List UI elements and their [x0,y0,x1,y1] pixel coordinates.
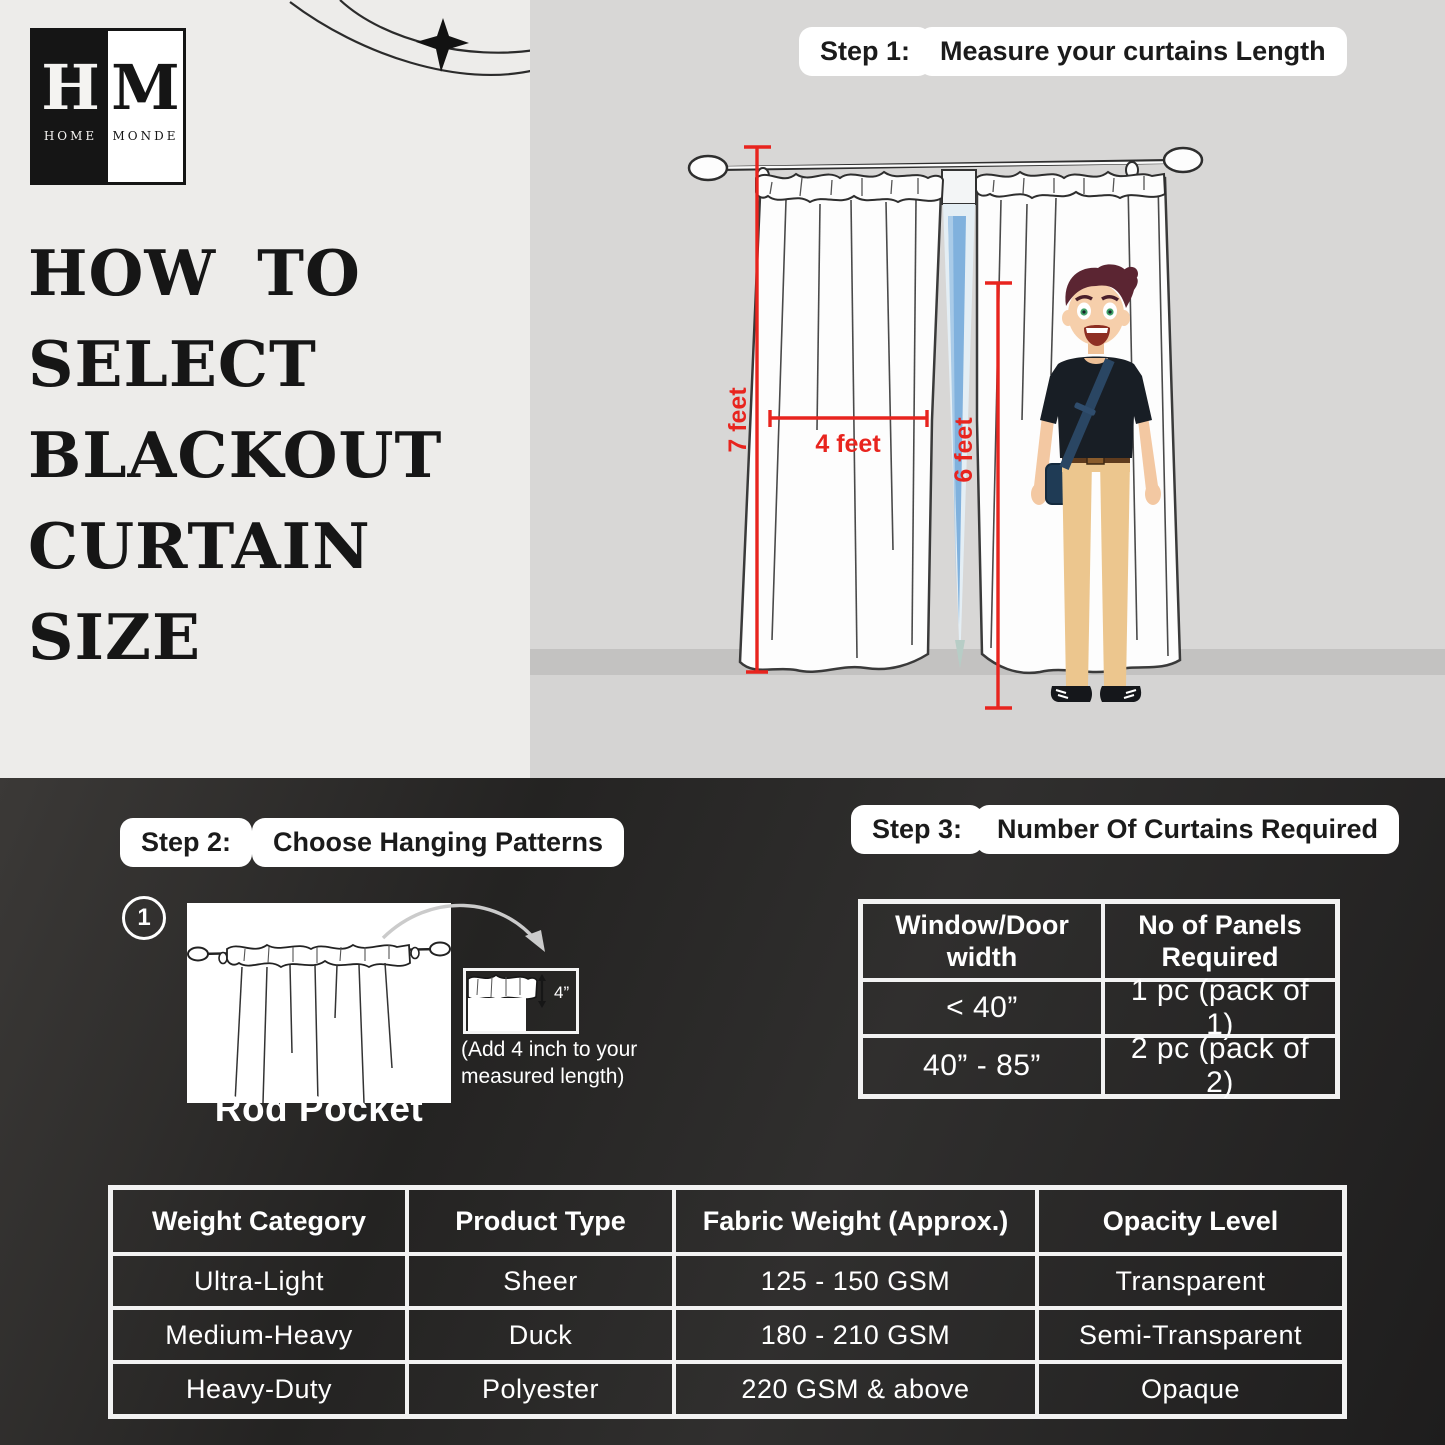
brand-logo [30,28,186,185]
step1-label: Step 1: [820,36,911,66]
table-cell: Sheer [407,1254,674,1308]
panels-col-header: No of Panels Required [1103,902,1337,980]
pocket-note-line1: (Add 4 inch to your [461,1038,638,1061]
pocket-depth-detail [463,968,579,1034]
step1-panel [530,0,1445,778]
pocket-note [461,1036,661,1090]
fabric-col-header: Fabric Weight (Approx.) [674,1188,1037,1254]
fabric-col-header: Product Type [407,1188,674,1254]
pocket-note-line2: measured length) [461,1065,625,1088]
logo-word-monde: MONDE [112,129,179,143]
table-cell: Semi-Transparent [1037,1308,1344,1362]
table-cell: Medium-Heavy [111,1308,407,1362]
table-cell: 180 - 210 GSM [674,1308,1037,1362]
step2-label: Step 2: [141,827,232,857]
table-cell: Polyester [407,1362,674,1416]
logo-letter-h: H [41,51,100,124]
fabric-col-header: Opacity Level [1037,1188,1344,1254]
step2-title: Choose Hanging Patterns [273,827,604,857]
table-cell: 40” - 85” [861,1036,1103,1096]
person-height-label: 6 feet [950,417,978,483]
height-measure-label: 7 feet [724,387,752,453]
title-line: BLACKOUT [28,418,443,492]
intro-panel [0,0,530,778]
table-cell: < 40” [861,980,1103,1036]
logo-monde-half [108,31,183,182]
step3-label: Step 3: [872,814,963,844]
table-cell: Transparent [1037,1254,1344,1308]
table-cell: 1 pc (pack of 1) [1103,980,1337,1036]
panels-col-header: Window/Door width [861,902,1103,980]
step3-title: Number Of Curtains Required [997,814,1379,844]
pocket-depth-value: 4” [554,983,570,1002]
title-line: CURTAIN [28,509,371,583]
pattern-name: Rod Pocket [214,1088,424,1129]
page-title [28,228,523,683]
pattern-number-badge [122,896,166,940]
panels-required-table [858,899,1340,1099]
logo-home-half [33,31,108,182]
pattern-number: 1 [137,904,151,931]
step2-badge [120,818,252,867]
curtain-measure-illustration [660,120,1230,740]
title-line: HOW TO [28,236,361,310]
table-cell: Duck [407,1308,674,1362]
step1-badge [799,27,931,76]
table-cell: 220 GSM & above [674,1362,1037,1416]
table-cell: Heavy-Duty [111,1362,407,1416]
step3-title-pill [976,805,1399,854]
logo-letter-m: M [111,51,180,124]
table-cell: Opaque [1037,1362,1344,1416]
step3-badge [851,805,983,854]
fabric-col-header: Weight Category [111,1188,407,1254]
sparkle-swoosh-icon [280,0,535,135]
step2-title-pill [252,818,624,867]
steps-panel [0,778,1445,1445]
fabric-weight-table [108,1185,1347,1419]
step1-title: Measure your curtains Length [940,36,1326,66]
table-cell: 2 pc (pack of 2) [1103,1036,1337,1096]
curved-arrow-icon [375,890,565,970]
step1-title-pill [919,27,1347,76]
title-line: SIZE [28,600,201,674]
table-cell: 125 - 150 GSM [674,1254,1037,1308]
width-measure-label: 4 feet [815,430,881,458]
logo-word-home: HOME [43,129,98,143]
table-cell: Ultra-Light [111,1254,407,1308]
title-line: SELECT [28,327,317,401]
